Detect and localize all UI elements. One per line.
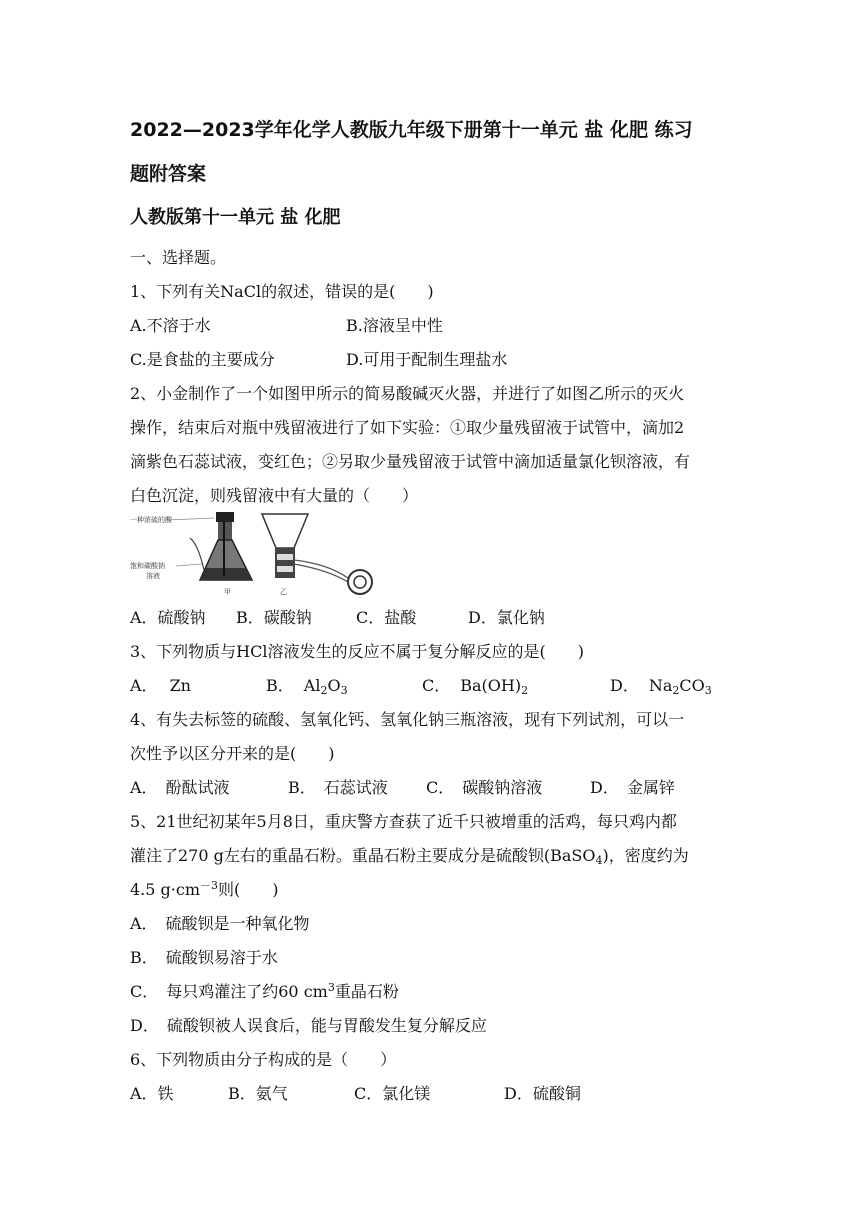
q5-option-d: D． 硫酸钡被人误食后，能与胃酸发生复分解反应 <box>130 1016 487 1035</box>
q6-option-d: D．硫酸铜 <box>504 1084 581 1103</box>
fire-extinguisher-figure <box>128 508 388 598</box>
figure-label-solution: 溶液 <box>146 572 160 580</box>
q2-option-d: D．氯化钠 <box>468 608 545 627</box>
q4-option-c: C． 碳酸钠溶液 <box>426 778 543 797</box>
document-title-line-1: 2022—2023学年化学人教版九年级下册第十一单元 盐 化肥 练习 <box>130 119 693 141</box>
q6-option-b: B．氨气 <box>228 1084 288 1103</box>
q5-option-a: A． 硫酸钡是一种氧化物 <box>130 914 310 933</box>
q1-option-b: B.溶液呈中性 <box>346 316 443 335</box>
q3-option-b: B． $Al_2O_3$ <box>266 676 348 697</box>
section-heading: 一、选择题。 <box>130 248 227 267</box>
q5-option-b: B． 硫酸钡易溶于水 <box>130 948 278 967</box>
q3-option-c: C． $Ba(OH)_2$ <box>422 676 529 697</box>
q3-option-a: A． Zn <box>130 676 191 695</box>
figure-caption-jia: 甲 <box>224 588 231 596</box>
q4-option-b: B． 石蕊试液 <box>288 778 388 797</box>
figure-label-acid: 一种浓硫的酸 <box>130 516 172 524</box>
q5-option-c: C． 每只鸡灌注了约60 $cm^3$重晶石粉 <box>130 981 399 1001</box>
document-title-line-2: 题附答案 <box>130 163 207 185</box>
q4-stem-line-2: 次性予以区分开来的是( ) <box>130 744 335 763</box>
figure-label-soda: 饱和碳酸钠 <box>130 562 165 570</box>
unit-subtitle: 人教版第十一单元 盐 化肥 <box>130 207 341 228</box>
q1-option-c: C.是食盐的主要成分 <box>130 350 275 369</box>
q4-stem-line-1: 4、有失去标签的硫酸、氢氧化钙、氢氧化钠三瓶溶液，现有下列试剂，可以一 <box>130 710 685 729</box>
q5-stem-line-1: 5、21世纪初某年5月8日，重庆警方查获了近千只被增重的活鸡，每只鸡内都 <box>130 812 677 831</box>
figure-jia-flask <box>168 512 252 580</box>
q2-stem-line-1: 2、小金制作了一个如图甲所示的简易酸碱灭火器，并进行了如图乙所示的灭火 <box>130 384 685 403</box>
q5-stem-line-3: 4.5 $g\cdot cm^{-3}$则( ) <box>130 879 279 899</box>
q3-option-d: D． $Na_2CO_3$ <box>610 676 712 697</box>
q2-stem-line-3: 滴紫色石蕊试液，变红色；②另取少量残留液于试管中滴加适量氯化钡溶液，有 <box>130 452 691 471</box>
q6-option-c: C．氯化镁 <box>354 1084 431 1103</box>
q2-option-c: C．盐酸 <box>356 608 417 627</box>
q1-option-a: A.不溶于水 <box>130 316 211 335</box>
q4-option-d: D． 金属锌 <box>590 778 675 797</box>
q2-stem-line-2: 操作，结束后对瓶中残留液进行了如下实验：①取少量残留液于试管中，滴加2 <box>130 418 685 437</box>
q1-option-d: D.可用于配制生理盐水 <box>346 350 508 369</box>
q6-stem: 6、下列物质由分子构成的是（ ） <box>130 1050 397 1069</box>
q2-stem-line-4: 白色沉淀，则残留液中有大量的（ ） <box>130 486 419 505</box>
q3-stem: 3、下列物质与HCl溶液发生的反应不属于复分解反应的是( ) <box>130 642 584 661</box>
q5-stem-line-2: 灌注了270 g左右的重晶石粉。重晶石粉主要成分是硫酸钡(BaSO$_4$)，密度约为 <box>130 846 689 867</box>
q1-stem: 1、下列有关NaCl的叙述，错误的是( ) <box>130 282 434 301</box>
figure-yi-extinguisher <box>262 514 372 594</box>
figure-caption-yi: 乙 <box>280 588 287 596</box>
q2-option-b: B．碳酸钠 <box>236 608 312 627</box>
q4-option-a: A． 酚酞试液 <box>130 778 230 797</box>
q6-option-a: A．铁 <box>130 1084 174 1103</box>
q2-option-a: A．硫酸钠 <box>130 608 206 627</box>
